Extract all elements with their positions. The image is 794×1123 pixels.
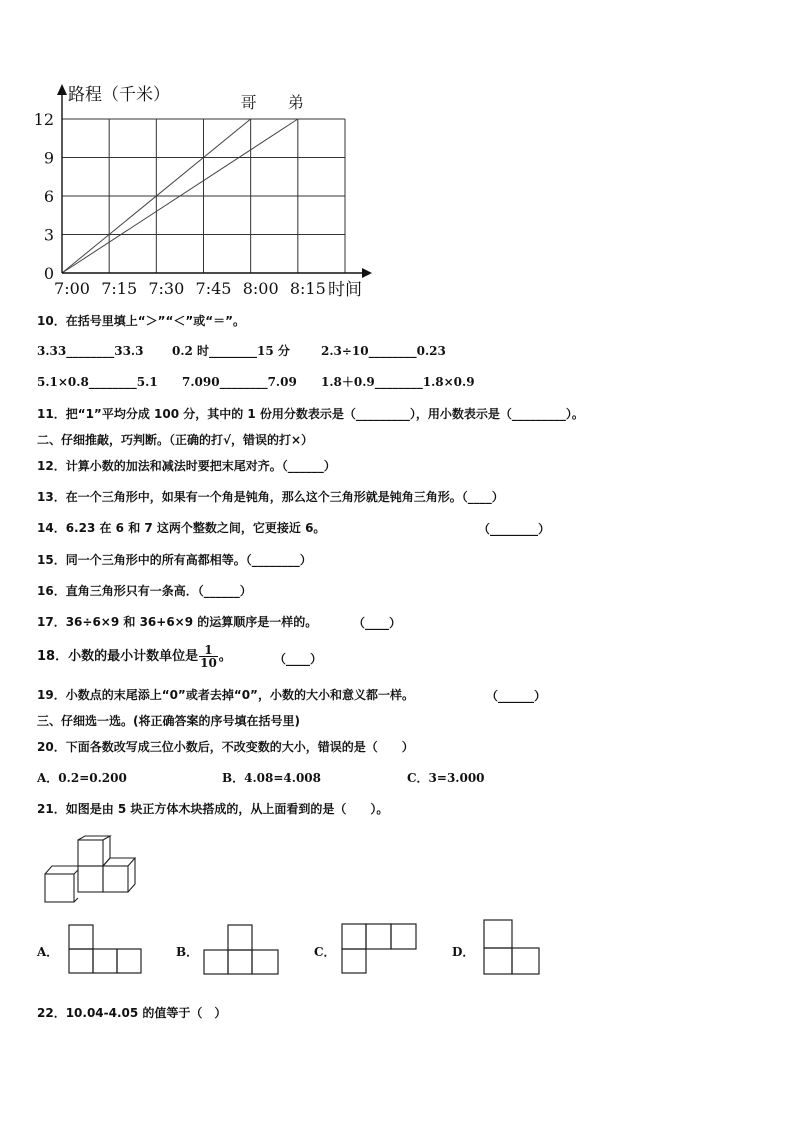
series-label-2: 弟 <box>287 93 304 112</box>
y-tick-label: 6 <box>43 187 54 206</box>
q21-option-a-figure <box>68 924 144 976</box>
question-10: 10．在括号里填上“＞”“＜”或“＝”。 <box>37 314 246 328</box>
question-22: 22．10.04-4.05 的值等于（ ） <box>37 1006 227 1020</box>
y-tick-label: 12 <box>33 110 54 129</box>
y-axis-arrow <box>57 84 67 95</box>
question-21: 21．如图是由 5 块正方体木块搭成的，从上面看到的是（ ）。 <box>37 802 389 816</box>
y-axis-label: 路程（千米） <box>68 85 170 105</box>
q18-numerator: 1 <box>199 644 218 657</box>
chart-axes <box>57 84 372 278</box>
x-tick-label: 8:15 <box>289 279 326 298</box>
x-tick-label: 7:00 <box>54 279 90 298</box>
x-tick-label: 7:45 <box>195 279 232 298</box>
y-tick-label: 3 <box>43 225 54 245</box>
x-axis-arrow <box>362 268 372 278</box>
q10-item-4: 5.1×0.8________5.1 <box>37 375 158 389</box>
q20-option-a: A．0.2=0.200 <box>37 771 127 785</box>
q21-option-d-label: D． <box>452 945 475 959</box>
y-tick-label: 0 <box>43 264 54 283</box>
x-tick-label: 7:15 <box>101 279 138 298</box>
question-13: 13．在一个三角形中，如果有一个角是钝角，那么这个三角形就是钝角三角形。（____） <box>37 490 504 504</box>
x-tick-label: 8:00 <box>242 279 279 298</box>
question-14: 14．6.23 在 6 和 7 这两个整数之间，它更接近 6。 <box>37 521 326 535</box>
q21-option-a-label: A． <box>37 945 59 959</box>
chart-grid <box>62 119 345 273</box>
q10-item-2: 0.2 时________15 分 <box>172 344 290 358</box>
section-2-heading: 二、仔细推敲，巧判断。（正确的打√，错误的打×） <box>37 433 314 447</box>
chart-labels <box>34 85 362 300</box>
q21-option-c-label: C． <box>314 945 336 959</box>
question-12: 12．计算小数的加法和减法时要把末尾对齐。（______） <box>37 459 336 473</box>
x-axis-label: 时间 <box>328 280 362 300</box>
q18-fraction <box>199 644 218 669</box>
q21-option-d-figure <box>482 918 542 976</box>
q18-answer-blank: （____） <box>274 652 323 666</box>
question-19: 19．小数点的末尾添上“0”或者去掉“0”，小数的大小和意义都一样。 <box>37 688 414 702</box>
q10-item-1: 3.33________33.3 <box>37 344 144 358</box>
section-3-heading: 三、仔细选一选。(将正确答案的序号填在括号里) <box>37 714 300 728</box>
cube-stack-figure <box>44 836 144 906</box>
question-11: 11．把“1”平均分成 100 分，其中的 1 份用分数表示是（_________），用小数表示是（_________）。 <box>37 407 584 421</box>
q18-denominator: 10 <box>200 656 217 670</box>
question-16: 16．直角三角形只有一条高．（______） <box>37 584 252 598</box>
q14-answer-blank: （________） <box>478 522 551 536</box>
question-15: 15．同一个三角形中的所有高都相等。（________） <box>37 553 312 567</box>
y-tick-label: 9 <box>43 148 54 168</box>
q19-answer-blank: （______） <box>486 689 547 703</box>
q21-option-b-figure <box>203 924 283 976</box>
series-label-1: 哥 <box>240 93 257 112</box>
question-18 <box>37 642 232 672</box>
q17-answer-blank: （____） <box>353 616 402 630</box>
q10-item-5: 7.090________7.09 <box>182 375 297 389</box>
q10-item-3: 2.3÷10________0.23 <box>321 344 446 358</box>
q18-text: 18．小数的最小计数单位是 <box>37 649 199 664</box>
x-tick-label: 7:30 <box>148 279 185 298</box>
q20-option-c: C．3=3.000 <box>407 771 485 785</box>
q21-option-c-figure <box>341 922 421 974</box>
q21-option-b-label: B． <box>176 945 199 959</box>
q10-item-6: 1.8＋0.9________1.8×0.9 <box>321 375 475 389</box>
q18-end: 。 <box>218 649 232 664</box>
question-20: 20．下面各数改写成三位小数后，不改变数的大小，错误的是（ ） <box>37 740 414 754</box>
distance-time-chart <box>0 0 794 310</box>
question-17: 17．36÷6×9 和 36+6×9 的运算顺序是一样的。 <box>37 615 318 629</box>
q20-option-b: B．4.08=4.008 <box>222 771 322 785</box>
